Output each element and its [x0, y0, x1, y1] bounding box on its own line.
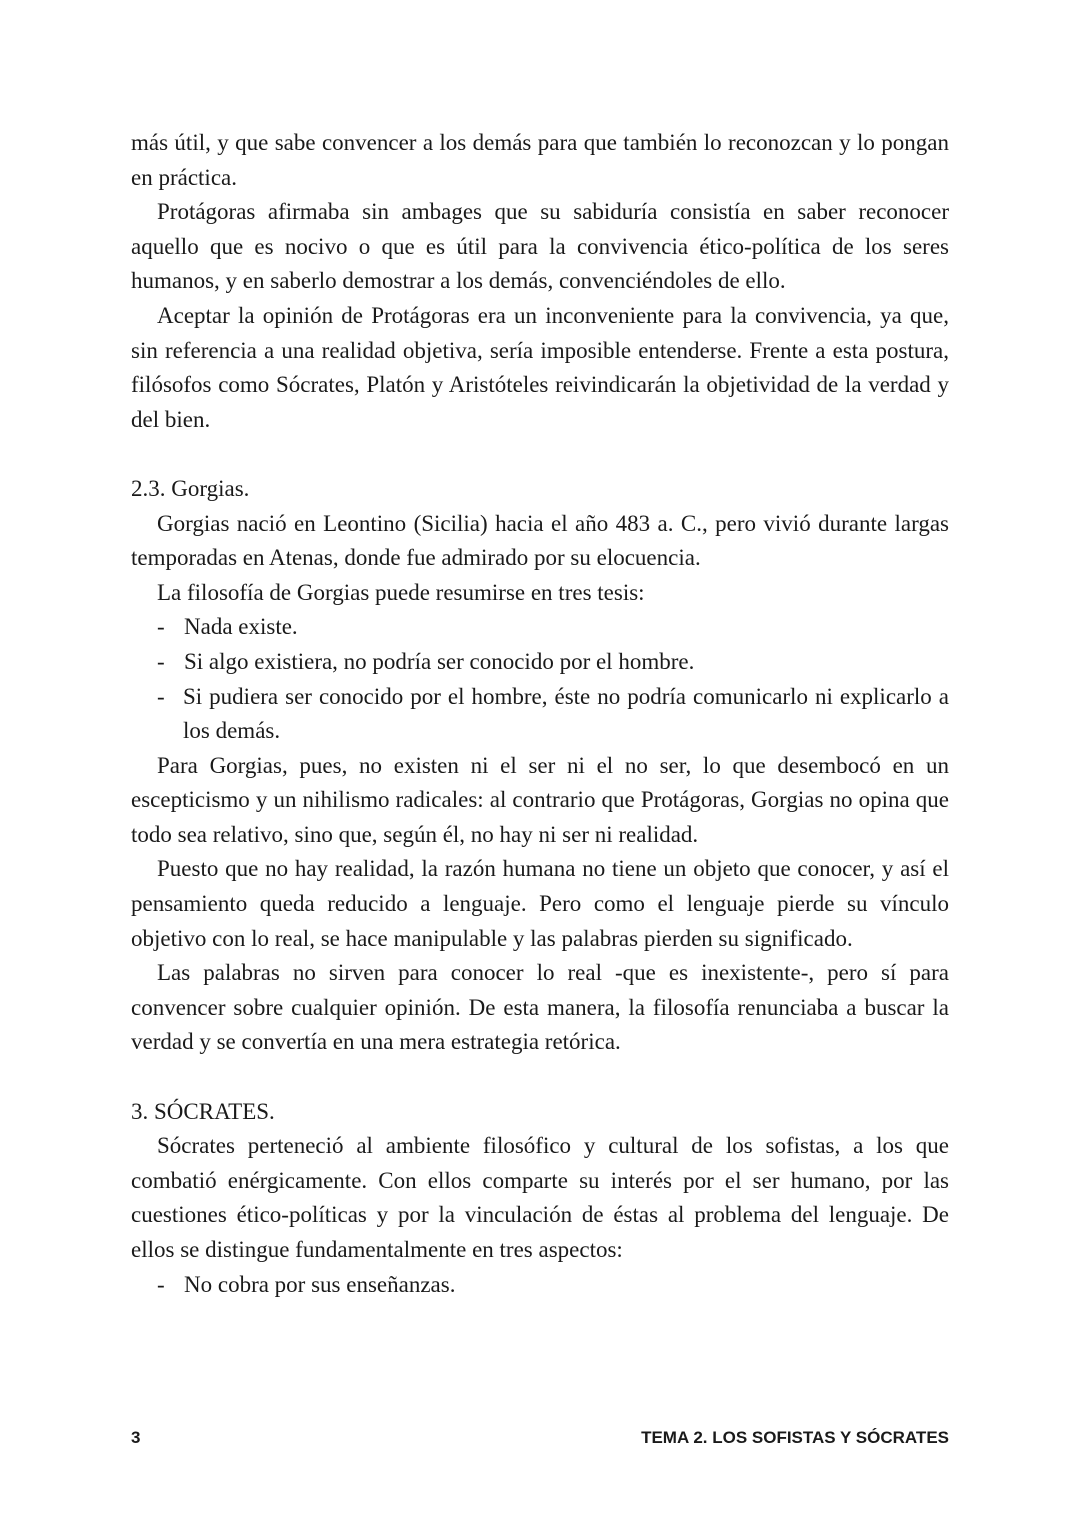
page-body: [131, 126, 949, 1302]
paragraph: Las palabras no sirven para conocer lo real -que es inexistente-, pero sí para convencer sobre cualquier opinión. De esta manera, la filosofía renunciaba a buscar la verdad y se convertía en una mera estrategia retórica.: [131, 960, 949, 1055]
list-item: [131, 1268, 949, 1303]
page-footer: [131, 1428, 949, 1448]
footer-title: TEMA 2. LOS SOFISTAS Y SÓCRATES: [641, 1428, 949, 1447]
paragraph: Gorgias nació en Leontino (Sicilia) hacia el año 483 a. C., pero vivió durante largas temporadas en Atenas, donde fue admirado por su elocuencia.: [131, 510, 949, 571]
paragraph: más útil, y que sabe convencer a los demás para que también lo reconozcan y lo pongan en práctica.: [131, 130, 949, 190]
paragraph: Puesto que no hay realidad, la razón humana no tiene un objeto que conocer, y así el pensamiento queda reducido a lenguaje. Pero como el lenguaje pierde su vínculo objetivo con lo real, se hace manipulable y las palabras pierden su significado.: [131, 856, 949, 951]
paragraph: Aceptar la opinión de Protágoras era un inconveniente para la convivencia, ya que, sin referencia a una realidad objetiva, sería imposible entenderse. Frente a esta postura, filósofos como Sócrates, Platón y Aristóteles reivindicarán la objetividad de la verdad y del bien.: [131, 302, 949, 432]
section-heading-socrates: 3. SÓCRATES.: [131, 1098, 275, 1124]
list-item: [131, 680, 949, 749]
paragraph: Protágoras afirmaba sin ambages que su sabiduría consistía en saber reconocer aquello que es nocivo o que es útil para la convivencia ético-política de los seres humanos, y en saberlo demostrar a los demás, convenciéndoles de ello.: [131, 199, 949, 294]
paragraph: La filosofía de Gorgias puede resumirse en tres tesis:: [157, 579, 645, 605]
bullet-marker: -: [157, 614, 165, 640]
list-item: [131, 645, 949, 680]
bullet-marker: -: [157, 1271, 165, 1297]
page-number: 3: [131, 1428, 141, 1447]
list-item-text: No cobra por sus enseñanzas.: [184, 1271, 456, 1297]
list-item-text: Si pudiera ser conocido por el hombre, éste no podría comunicarlo ni explicarlo a los demás.: [183, 683, 949, 744]
list-item-text: Nada existe.: [184, 614, 298, 640]
paragraph: Para Gorgias, pues, no existen ni el ser ni el no ser, lo que desembocó en un escepticismo y un nihilismo radicales: al contrario que Protágoras, Gorgias no opina que todo sea relativo, sino que, según él, no hay ni ser ni realidad.: [131, 752, 949, 847]
paragraph: Sócrates perteneció al ambiente filosófico y cultural de los sofistas, a los que combatió enérgicamente. Con ellos comparte su interés por el ser humano, por las cuestiones ético-políticas y por la vinculación de éstas al problema del lenguaje. De ellos se distingue fundamentalmente en tres aspectos:: [131, 1133, 949, 1262]
section-heading-gorgias: 2.3. Gorgias.: [131, 475, 250, 501]
list-item-text: Si algo existiera, no podría ser conocido por el hombre.: [184, 648, 695, 674]
list-item: [131, 610, 949, 645]
bullet-marker: -: [157, 648, 165, 674]
bullet-marker: -: [157, 683, 165, 709]
